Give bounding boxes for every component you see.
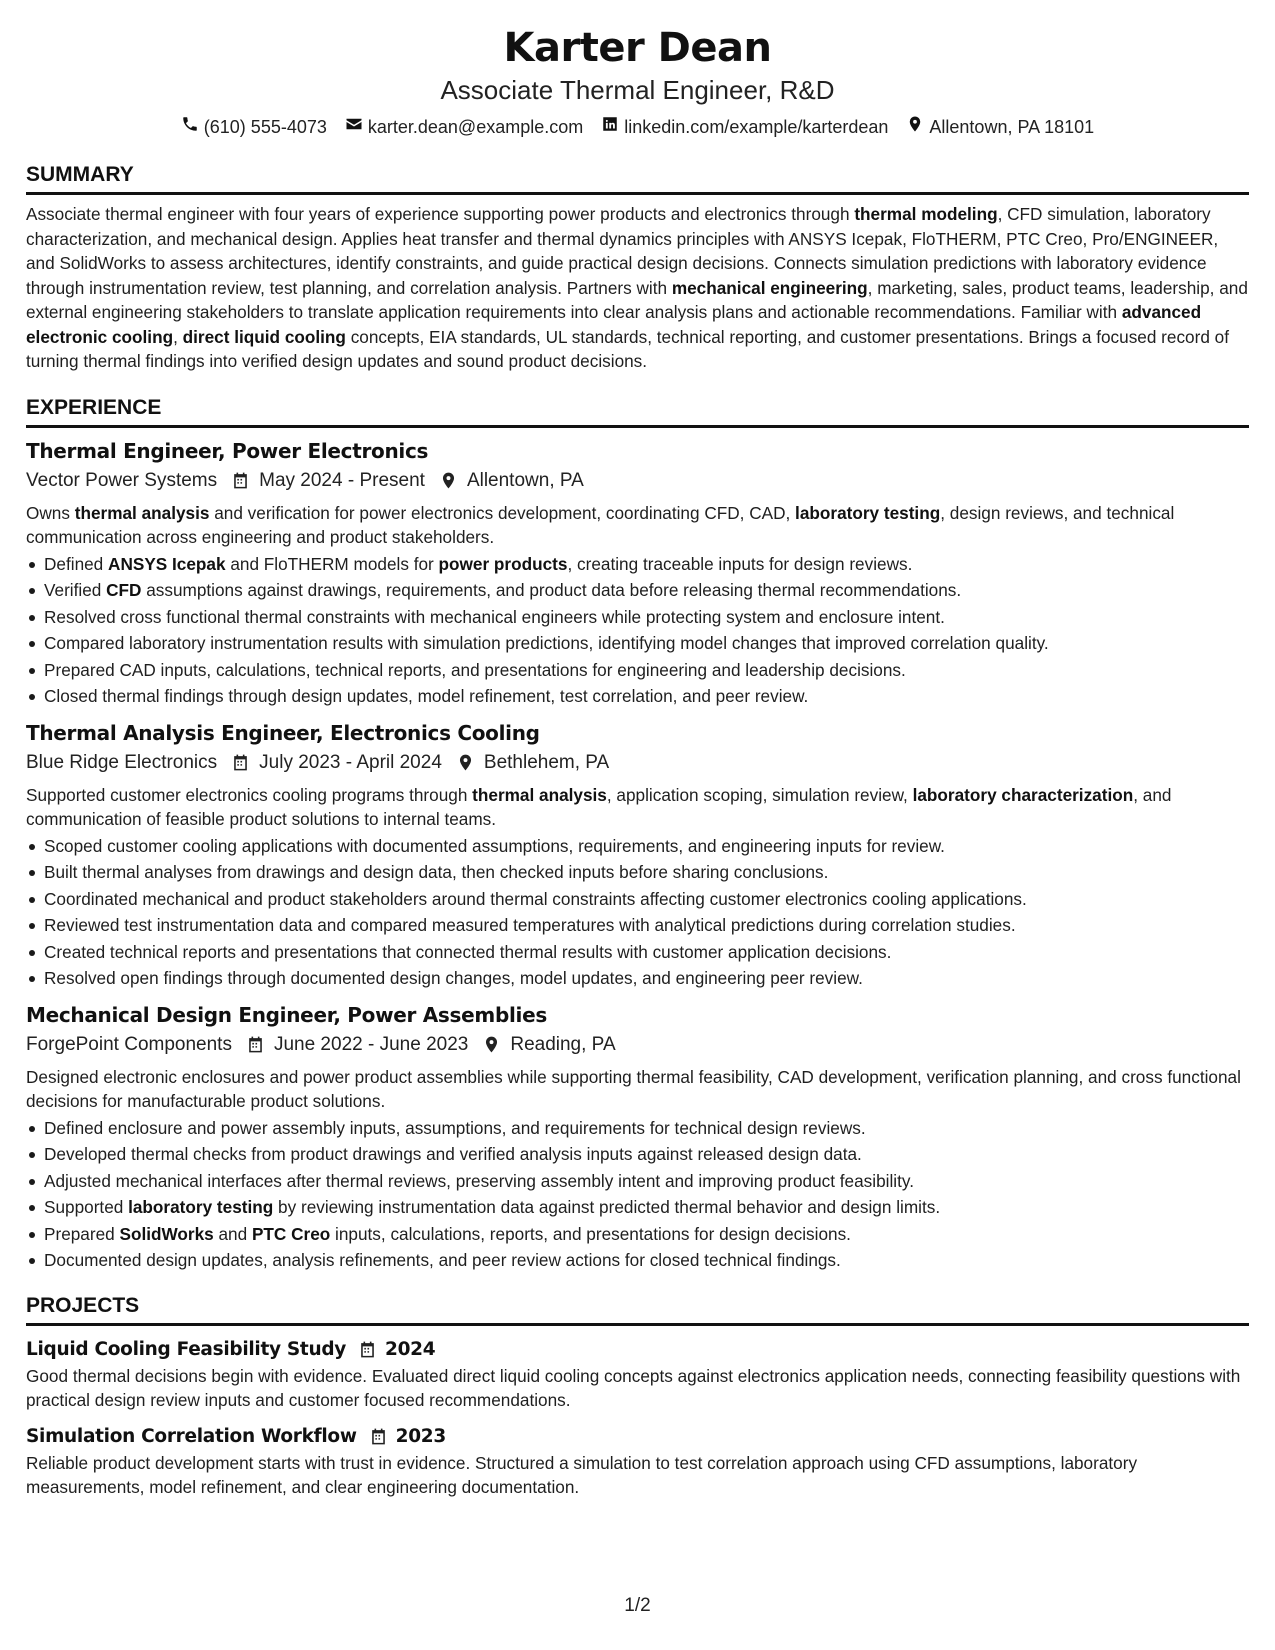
emphasis-text: thermal modeling <box>854 204 998 224</box>
bullet-item <box>26 1221 1249 1248</box>
job-location: Bethlehem, PA <box>483 751 610 773</box>
contact-list <box>26 115 1249 139</box>
emphasis-text: thermal analysis <box>74 502 210 523</box>
job-entry <box>26 1000 1249 1274</box>
text-run: by reviewing instrumentation data against predicted thermal behavior and design limits. <box>273 1197 941 1217</box>
project-year: 2024 <box>385 1338 436 1360</box>
calendar-icon <box>369 1427 388 1446</box>
emphasis-text: advanced electronic cooling <box>26 302 1202 347</box>
emphasis-text: laboratory testing <box>128 1197 274 1217</box>
text-run: Associate thermal engineer with four years of experience supporting power products and electronics through <box>26 204 855 224</box>
location-pin-icon <box>456 753 475 772</box>
text-run: and <box>213 1223 252 1244</box>
emphasis-text: CFD <box>106 580 142 600</box>
resume-header <box>26 0 1249 139</box>
bullet-item <box>26 859 1249 886</box>
job-company: Blue Ridge Electronics <box>26 751 218 773</box>
project-title: Simulation Correlation Workflow <box>26 1425 357 1447</box>
text-run: concepts, EIA standards, UL standards, technical reporting, and customer presentations. Brings a focused record of turning thermal findings into verified design updates and sound product decisions. <box>26 326 1230 371</box>
text-run: Documented design updates, analysis refinements, and peer review actions for closed technical findings. <box>44 1250 841 1270</box>
text-run: Coordinated mechanical and product stakeholders around thermal constraints affecting customer electronics cooling applications. <box>44 888 1027 909</box>
summary-section <box>26 161 1249 374</box>
text-run: Compared laboratory instrumentation results with simulation predictions, identifying model changes that improved correlation quality. <box>44 633 1049 653</box>
contact-phone <box>181 115 327 139</box>
text-run: inputs, calculations, reports, and presentations for design decisions. <box>330 1223 851 1244</box>
phone-icon <box>181 115 199 139</box>
project-header <box>26 1336 1249 1364</box>
bullet-item <box>26 886 1249 913</box>
text-run: Developed thermal checks from product drawings and verified analysis inputs against released design data. <box>44 1144 862 1164</box>
bullet-item <box>26 1194 1249 1221</box>
section-title-projects: PROJECTS <box>26 1292 1249 1326</box>
contact-location <box>906 115 1094 139</box>
section-title-summary: SUMMARY <box>26 161 1249 195</box>
emphasis-text: laboratory characterization <box>912 784 1134 805</box>
job-description <box>26 783 1249 832</box>
bullet-item <box>26 1168 1249 1195</box>
bullet-item <box>26 965 1249 992</box>
contact-linkedin-text[interactable]: linkedin.com/example/karterdean <box>624 117 889 137</box>
job-dates: June 2022 - June 2023 <box>273 1033 469 1055</box>
text-run: , design reviews, and technical communication across engineering and product stakeholders. <box>26 502 1175 547</box>
project-header <box>26 1423 1249 1451</box>
bullet-item <box>26 577 1249 604</box>
emphasis-text: thermal analysis <box>472 784 607 805</box>
calendar-icon <box>358 1340 377 1359</box>
text-run: assumptions against drawings, requirements, and product data before releasing thermal recommendations. <box>141 580 962 600</box>
job-entry <box>26 718 1249 992</box>
text-run: and FloTHERM models for <box>225 553 439 574</box>
text-run: , creating traceable inputs for design reviews. <box>567 553 913 574</box>
job-entry <box>26 436 1249 710</box>
candidate-role: Associate Thermal Engineer, R&D <box>440 75 835 105</box>
text-run: Supported customer electronics cooling programs through <box>26 784 473 805</box>
job-company: ForgePoint Components <box>26 1033 232 1055</box>
bullet-item <box>26 683 1249 710</box>
text-run: Owns <box>26 502 75 523</box>
text-run: Created technical reports and presentations that connected thermal results with customer application decisions. <box>44 941 892 962</box>
job-meta <box>26 748 1249 778</box>
text-run: Defined enclosure and power assembly inputs, assumptions, and requirements for technical design reviews. <box>44 1117 866 1138</box>
text-run: Supported <box>44 1197 129 1217</box>
linkedin-icon <box>601 115 619 139</box>
job-company: Vector Power Systems <box>26 469 218 491</box>
text-run: Built thermal analyses from drawings and design data, then checked inputs before sharing conclusions. <box>44 862 829 882</box>
text-run: , CFD simulation, laboratory characterization, and mechanical design. Applies heat transfer and thermal dynamics principles with ANSYS Icepak, FloTHERM, PTC Creo, Pro/ENGINEER, and SolidWorks to assess architectures, identify constraints, and guide practical design decisions. Connects simulation predictions with laboratory evidence through instrumentation review, test planning, and correlation analysis. Partners with <box>26 204 1219 298</box>
job-meta <box>26 1030 1249 1060</box>
section-title-experience: EXPERIENCE <box>26 394 1249 428</box>
calendar-icon <box>246 1035 265 1054</box>
project-entry <box>26 1423 1249 1500</box>
contact-linkedin[interactable] <box>601 115 888 139</box>
emphasis-text: direct liquid cooling <box>182 326 346 347</box>
envelope-icon <box>345 115 363 139</box>
projects-section <box>26 1292 1249 1500</box>
job-title: Thermal Analysis Engineer, Electronics Cooling <box>26 720 540 745</box>
emphasis-text: power products <box>438 553 568 574</box>
emphasis-text: laboratory testing <box>795 502 941 523</box>
text-run: Scoped customer cooling applications with documented assumptions, requirements, and engineering inputs for review. <box>44 835 945 856</box>
text-run: Defined <box>44 553 109 574</box>
text-run: and verification for power electronics development, coordinating CFD, CAD, <box>209 502 796 523</box>
text-run: Closed thermal findings through design updates, model refinement, test correlation, and peer review. <box>44 686 809 706</box>
bullet-item <box>26 912 1249 939</box>
bullet-item <box>26 551 1249 578</box>
text-run: Prepared CAD inputs, calculations, technical reports, and presentations for engineering and leadership decisions. <box>44 659 906 680</box>
project-title: Liquid Cooling Feasibility Study <box>26 1338 347 1360</box>
contact-phone-text: (610) 555-4073 <box>203 117 327 137</box>
emphasis-text: ANSYS Icepak <box>108 553 226 574</box>
text-run: , and communication of feasible product solutions to internal teams. <box>26 784 1172 829</box>
project-entry <box>26 1336 1249 1413</box>
bullet-item <box>26 939 1249 966</box>
job-dates: July 2023 - April 2024 <box>259 751 442 773</box>
text-run: Reviewed test instrumentation data and compared measured temperatures with analytical predictions during correlation studies. <box>44 915 1016 935</box>
job-description <box>26 501 1249 550</box>
bullet-item <box>26 604 1249 631</box>
text-run: Prepared <box>44 1223 120 1244</box>
job-location: Allentown, PA <box>466 469 584 491</box>
emphasis-text: PTC Creo <box>251 1223 331 1244</box>
experience-section <box>26 394 1249 1274</box>
bullet-item <box>26 1141 1249 1168</box>
location-pin-icon <box>482 1035 501 1054</box>
job-title: Mechanical Design Engineer, Power Assemblies <box>26 1002 547 1027</box>
text-run: , application scoping, simulation review, <box>606 784 913 805</box>
contact-email-text[interactable]: karter.dean@example.com <box>367 117 584 137</box>
bullet-item <box>26 833 1249 860</box>
project-year: 2023 <box>395 1425 446 1447</box>
summary-text <box>26 202 1249 374</box>
project-description: Reliable product development starts with trust in evidence. Structured a simulation to test correlation approach using CFD assumptions, laboratory measurements, model refinement, and clear engineering documentation. <box>26 1452 1138 1497</box>
job-location: Reading, PA <box>510 1033 616 1055</box>
job-meta <box>26 466 1249 496</box>
text-run: Adjusted mechanical interfaces after thermal reviews, preserving assembly intent and improving product feasibility. <box>44 1170 914 1191</box>
emphasis-text: mechanical engineering <box>671 277 868 298</box>
text-run: Resolved cross functional thermal constraints with mechanical engineers while protecting system and enclosure intent. <box>44 606 945 627</box>
text-run: Resolved open findings through documented design changes, model updates, and engineering peer review. <box>44 968 863 988</box>
bullet-item <box>26 1115 1249 1142</box>
job-bullets <box>26 1115 1249 1274</box>
location-pin-icon <box>906 115 924 139</box>
job-description <box>26 1065 1249 1114</box>
candidate-name: Karter Dean <box>503 25 772 71</box>
page-number: 1/2 <box>624 1595 651 1616</box>
calendar-icon <box>231 471 250 490</box>
job-title: Thermal Engineer, Power Electronics <box>26 438 429 463</box>
emphasis-text: SolidWorks <box>119 1223 214 1244</box>
job-bullets <box>26 551 1249 710</box>
text-run: Designed electronic enclosures and power product assemblies while supporting thermal feasibility, CAD development, verification planning, and cross functional decisions for manufacturable product solutions. <box>26 1066 1241 1111</box>
text-run: , <box>173 326 183 347</box>
job-dates: May 2024 - Present <box>259 469 425 491</box>
bullet-item <box>26 657 1249 684</box>
calendar-icon <box>231 753 250 772</box>
contact-email[interactable] <box>345 115 583 139</box>
text-run: , marketing, sales, product teams, leadership, and external engineering stakeholders to translate application requirements into clear analysis plans and actionable recommendations. Familiar with <box>26 277 1248 322</box>
bullet-item <box>26 630 1249 657</box>
location-pin-icon <box>439 471 458 490</box>
job-bullets <box>26 833 1249 992</box>
contact-location-text: Allentown, PA 18101 <box>929 117 1095 137</box>
project-description: Good thermal decisions begin with evidence. Evaluated direct liquid cooling concepts against electronics application needs, connecting feasibility questions with practical design review inputs and customer focused recommendations. <box>26 1365 1241 1410</box>
text-run: Verified <box>44 580 107 600</box>
bullet-item <box>26 1247 1249 1274</box>
